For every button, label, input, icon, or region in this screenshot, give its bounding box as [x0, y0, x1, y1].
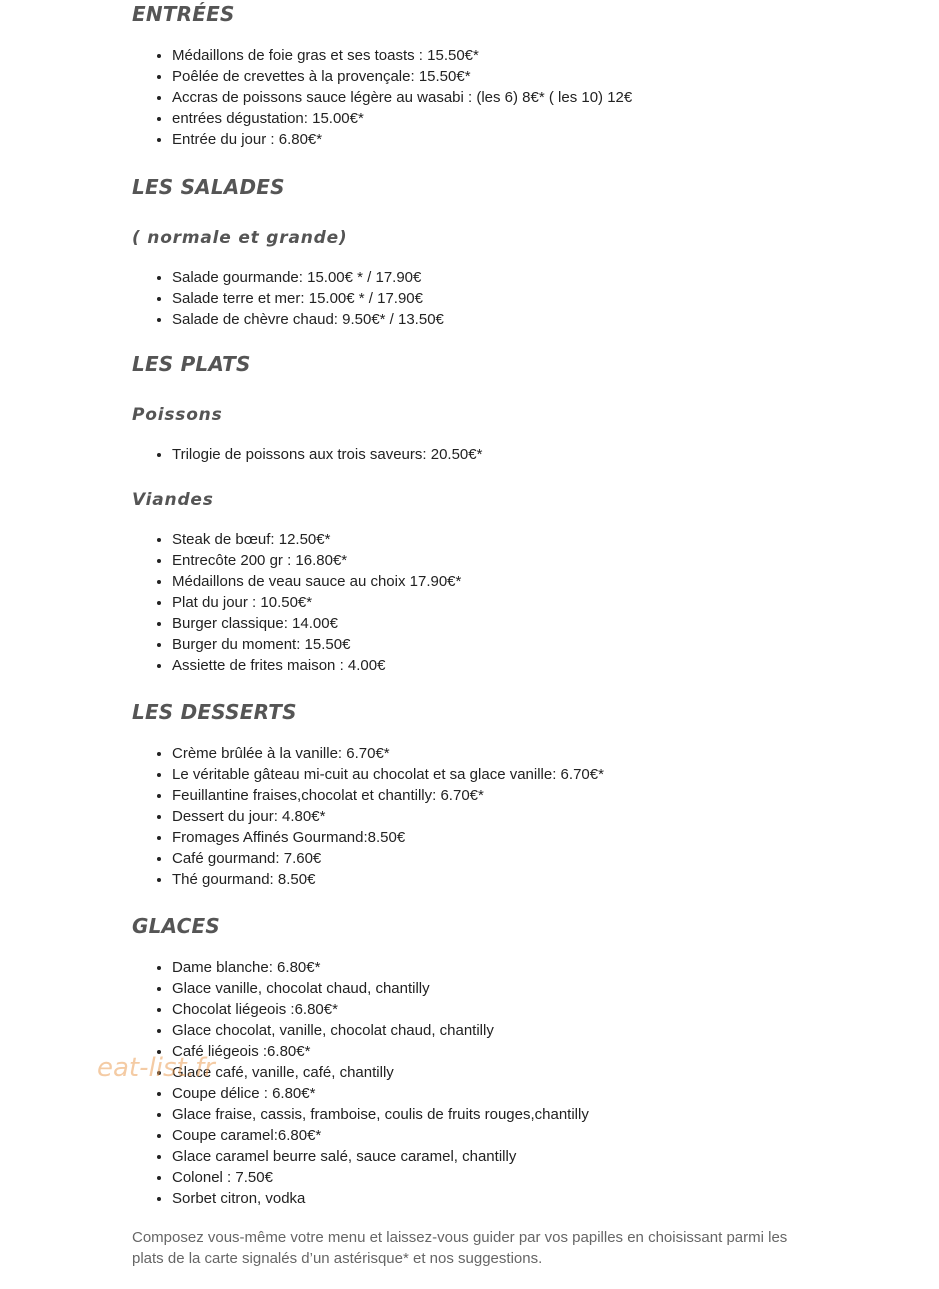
plats-subtitle-poissons: Poissons: [132, 405, 223, 425]
salades-list: [132, 267, 872, 330]
section-title-entrees: ENTRÉES: [132, 2, 235, 26]
list-item: • Thé gourmand: 8.50€: [172, 869, 872, 890]
list-item: • Plat du jour : 10.50€*: [172, 592, 872, 613]
list-item: • Accras de poissons sauce légère au wasabi : (les 6) 8€* ( les 10) 12€: [172, 87, 872, 108]
footer-note: [132, 1227, 872, 1269]
section-title-desserts: LES DESSERTS: [132, 700, 297, 724]
list-item: • Sorbet citron, vodka: [172, 1188, 872, 1209]
list-item: • Burger classique: 14.00€: [172, 613, 872, 634]
list-item: • Feuillantine fraises,chocolat et chantilly: 6.70€*: [172, 785, 872, 806]
list-item: • Dame blanche: 6.80€*: [172, 957, 872, 978]
list-item: • Salade gourmande: 15.00€ * / 17.90€: [172, 267, 872, 288]
footer-line-1: Composez vous-même votre menu et laissez-vous guider par vos papilles en choisissant parmi les: [132, 1229, 788, 1246]
section-title-plats: LES PLATS: [132, 352, 251, 376]
desserts-list: [132, 743, 872, 890]
list-item: • Glace café, vanille, café, chantilly: [172, 1062, 872, 1083]
list-item: • Steak de bœuf: 12.50€*: [172, 529, 872, 550]
watermark-logo: eat-list.fr: [97, 1053, 215, 1083]
list-item: • Assiette de frites maison : 4.00€: [172, 655, 872, 676]
plats-subtitle-viandes: Viandes: [132, 490, 214, 510]
list-item: • Salade de chèvre chaud: 9.50€* / 13.50€: [172, 309, 872, 330]
list-item: • Le véritable gâteau mi-cuit au chocolat et sa glace vanille: 6.70€*: [172, 764, 872, 785]
list-item: • Glace fraise, cassis, framboise, coulis de fruits rouges,chantilly: [172, 1104, 872, 1125]
list-item: • Dessert du jour: 4.80€*: [172, 806, 872, 827]
poissons-list: [132, 444, 872, 465]
list-item: • Entrée du jour : 6.80€*: [172, 129, 872, 150]
list-item: • Coupe caramel:6.80€*: [172, 1125, 872, 1146]
footer-line-2: plats de la carte signalés d’un astérisque* et nos suggestions.: [132, 1250, 543, 1267]
list-item: • Trilogie de poissons aux trois saveurs: 20.50€*: [172, 444, 872, 465]
list-item: • Poêlée de crevettes à la provençale: 15.50€*: [172, 66, 872, 87]
list-item: • entrées dégustation: 15.00€*: [172, 108, 872, 129]
list-item: • Salade terre et mer: 15.00€ * / 17.90€: [172, 288, 872, 309]
list-item: • Café liégeois :6.80€*: [172, 1041, 872, 1062]
section-title-salades: LES SALADES: [132, 175, 285, 199]
list-item: • Médaillons de foie gras et ses toasts : 15.50€*: [172, 45, 872, 66]
salades-subtitle: ( normale et grande): [132, 228, 348, 248]
section-title-glaces: GLACES: [132, 914, 220, 938]
list-item: • Crème brûlée à la vanille: 6.70€*: [172, 743, 872, 764]
entrees-list: [132, 45, 872, 150]
list-item: • Glace vanille, chocolat chaud, chantilly: [172, 978, 872, 999]
list-item: • Colonel : 7.50€: [172, 1167, 872, 1188]
glaces-list: [132, 957, 872, 1209]
list-item: • Burger du moment: 15.50€: [172, 634, 872, 655]
list-item: • Fromages Affinés Gourmand:8.50€: [172, 827, 872, 848]
menu-content: [132, 0, 872, 1269]
list-item: • Café gourmand: 7.60€: [172, 848, 872, 869]
viandes-list: [132, 529, 872, 676]
list-item: • Coupe délice : 6.80€*: [172, 1083, 872, 1104]
list-item: • Entrecôte 200 gr : 16.80€*: [172, 550, 872, 571]
list-item: • Chocolat liégeois :6.80€*: [172, 999, 872, 1020]
list-item: • Glace caramel beurre salé, sauce caramel, chantilly: [172, 1146, 872, 1167]
list-item: • Médaillons de veau sauce au choix 17.90€*: [172, 571, 872, 592]
list-item: • Glace chocolat, vanille, chocolat chaud, chantilly: [172, 1020, 872, 1041]
